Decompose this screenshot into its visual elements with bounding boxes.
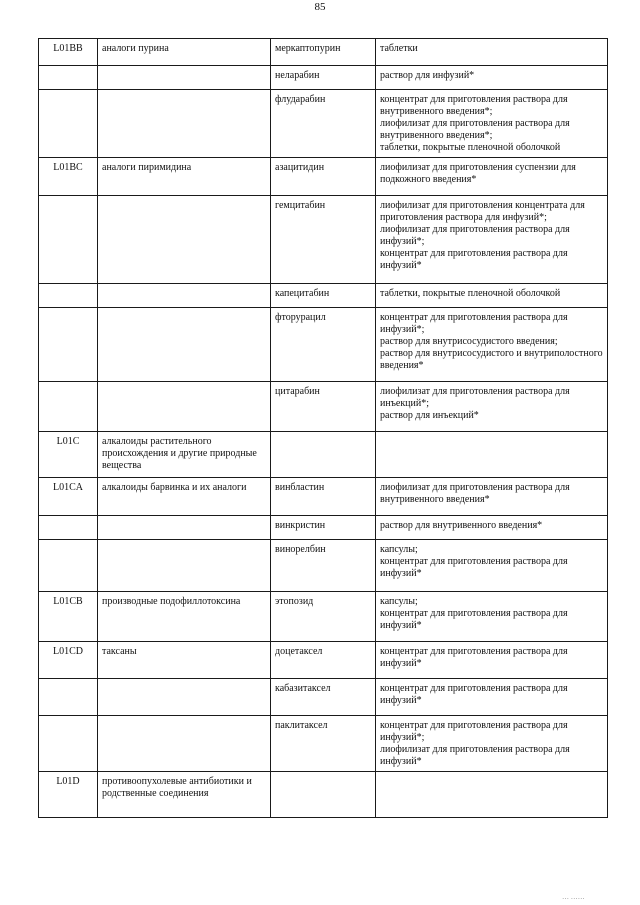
table-row — [39, 478, 608, 516]
dosage-form-line: лиофилизат для приготовления раствора для инъекций*; — [380, 386, 570, 409]
dosage-form-line: лиофилизат для приготовления раствора для инфузий* — [380, 744, 570, 767]
atc-code-cell — [39, 66, 98, 90]
dosage-form-line: таблетки, покрытые пленочной оболочкой — [380, 142, 561, 153]
dosage-form-line: концентрат для приготовления раствора для инфузий*; — [380, 312, 568, 335]
atc-code-cell — [39, 716, 98, 772]
table-row — [39, 90, 608, 158]
dosage-form-line: капсулы; — [380, 544, 418, 555]
group-name-cell: производные подофиллотоксина — [98, 592, 271, 642]
table-row — [39, 382, 608, 432]
dosage-form-cell — [376, 478, 608, 516]
atc-code-cell — [39, 540, 98, 592]
drug-name-cell: неларабин — [271, 66, 376, 90]
drug-name-cell: винбластин — [271, 478, 376, 516]
dosage-form-cell — [376, 772, 608, 818]
group-name-cell — [98, 308, 271, 382]
dosage-form-cell — [376, 158, 608, 196]
dosage-form-line: раствор для внутрисосудистого и внутриполостного введения* — [380, 348, 603, 371]
table-row — [39, 196, 608, 284]
dosage-form-line: лиофилизат для приготовления раствора для инфузий*; — [380, 224, 570, 247]
table-row — [39, 716, 608, 772]
drug-name-cell: капецитабин — [271, 284, 376, 308]
table-row — [39, 642, 608, 679]
atc-code-cell: L01CD — [39, 642, 98, 679]
atc-code-cell — [39, 196, 98, 284]
table-row — [39, 679, 608, 716]
group-name-cell — [98, 196, 271, 284]
dosage-form-line: раствор для внутрисосудистого введения; — [380, 336, 558, 347]
dosage-form-line: концентрат для приготовления раствора для внутривенного введения*; — [380, 94, 568, 117]
group-name-cell: алкалоиды растительного происхождения и другие природные вещества — [98, 432, 271, 478]
group-name-cell: аналоги пиримидина — [98, 158, 271, 196]
table-body — [39, 39, 608, 818]
group-name-cell — [98, 90, 271, 158]
dosage-form-line: капсулы; — [380, 596, 418, 607]
table-row — [39, 39, 608, 66]
dosage-form-line: концентрат для приготовления раствора для инфузий* — [380, 683, 568, 706]
dosage-form-line: раствор для внутривенного введения* — [380, 520, 543, 531]
dosage-form-cell — [376, 90, 608, 158]
drug-name-cell: этопозид — [271, 592, 376, 642]
page-number: 85 — [314, 1, 326, 13]
atc-code-cell — [39, 308, 98, 382]
atc-code-cell — [39, 284, 98, 308]
drug-name-cell — [271, 772, 376, 818]
dosage-form-line: раствор для инъекций* — [380, 410, 479, 421]
atc-code-cell — [39, 516, 98, 540]
dosage-form-cell — [376, 642, 608, 679]
group-name-cell: противоопухолевые антибиотики и родственные соединения — [98, 772, 271, 818]
dosage-form-cell — [376, 284, 608, 308]
table-row — [39, 284, 608, 308]
drug-name-cell: азацитидин — [271, 158, 376, 196]
drug-name-cell: кабазитаксел — [271, 679, 376, 716]
dosage-form-line: концентрат для приготовления раствора для инфузий*; — [380, 720, 568, 743]
group-name-cell — [98, 516, 271, 540]
dosage-form-cell — [376, 382, 608, 432]
dosage-form-cell — [376, 432, 608, 478]
atc-code-cell: L01BB — [39, 39, 98, 66]
atc-code-cell: L01CB — [39, 592, 98, 642]
atc-code-cell: L01D — [39, 772, 98, 818]
table-row — [39, 66, 608, 90]
atc-code-cell — [39, 679, 98, 716]
group-name-cell — [98, 382, 271, 432]
dosage-form-line: концентрат для приготовления раствора для инфузий* — [380, 248, 568, 271]
drug-name-cell: флударабин — [271, 90, 376, 158]
drug-name-cell: цитарабин — [271, 382, 376, 432]
atc-code-cell: L01BC — [39, 158, 98, 196]
dosage-form-cell — [376, 716, 608, 772]
dosage-form-line: концентрат для приготовления раствора для инфузий* — [380, 646, 568, 669]
footer-mark: … …… — [562, 893, 585, 901]
dosage-form-cell — [376, 679, 608, 716]
dosage-form-line: концентрат для приготовления раствора для инфузий* — [380, 556, 568, 579]
drug-name-cell: паклитаксел — [271, 716, 376, 772]
drug-name-cell: меркаптопурин — [271, 39, 376, 66]
dosage-form-line: лиофилизат для приготовления суспензии для подкожного введения* — [380, 162, 576, 185]
drug-name-cell: винкристин — [271, 516, 376, 540]
dosage-form-line: концентрат для приготовления раствора для инфузий* — [380, 608, 568, 631]
table-row — [39, 772, 608, 818]
atc-code-cell: L01C — [39, 432, 98, 478]
dosage-form-line: лиофилизат для приготовления раствора для внутривенного введения* — [380, 482, 570, 505]
group-name-cell — [98, 66, 271, 90]
atc-code-cell: L01CA — [39, 478, 98, 516]
table-row — [39, 516, 608, 540]
dosage-form-cell — [376, 196, 608, 284]
table-row — [39, 308, 608, 382]
drug-table — [38, 38, 608, 818]
dosage-form-line: лиофилизат для приготовления раствора для внутривенного введения*; — [380, 118, 570, 141]
atc-code-cell — [39, 382, 98, 432]
drug-name-cell: доцетаксел — [271, 642, 376, 679]
drug-name-cell: фторурацил — [271, 308, 376, 382]
dosage-form-cell — [376, 516, 608, 540]
group-name-cell: таксаны — [98, 642, 271, 679]
drug-name-cell — [271, 432, 376, 478]
drug-name-cell: винорелбин — [271, 540, 376, 592]
table-row — [39, 540, 608, 592]
table-row — [39, 432, 608, 478]
dosage-form-cell — [376, 540, 608, 592]
dosage-form-line: таблетки, покрытые пленочной оболочкой — [380, 288, 561, 299]
group-name-cell — [98, 716, 271, 772]
table-row — [39, 592, 608, 642]
group-name-cell: алкалоиды барвинка и их аналоги — [98, 478, 271, 516]
group-name-cell — [98, 679, 271, 716]
dosage-form-cell — [376, 308, 608, 382]
group-name-cell — [98, 540, 271, 592]
group-name-cell: аналоги пурина — [98, 39, 271, 66]
dosage-form-cell — [376, 66, 608, 90]
dosage-form-cell — [376, 39, 608, 66]
group-name-cell — [98, 284, 271, 308]
dosage-form-line: лиофилизат для приготовления концентрата для приготовления раствора для инфузий*; — [380, 200, 585, 223]
dosage-form-line: раствор для инфузий* — [380, 70, 475, 81]
dosage-form-line: таблетки — [380, 43, 418, 54]
atc-code-cell — [39, 90, 98, 158]
table-row — [39, 158, 608, 196]
drug-name-cell: гемцитабин — [271, 196, 376, 284]
dosage-form-cell — [376, 592, 608, 642]
